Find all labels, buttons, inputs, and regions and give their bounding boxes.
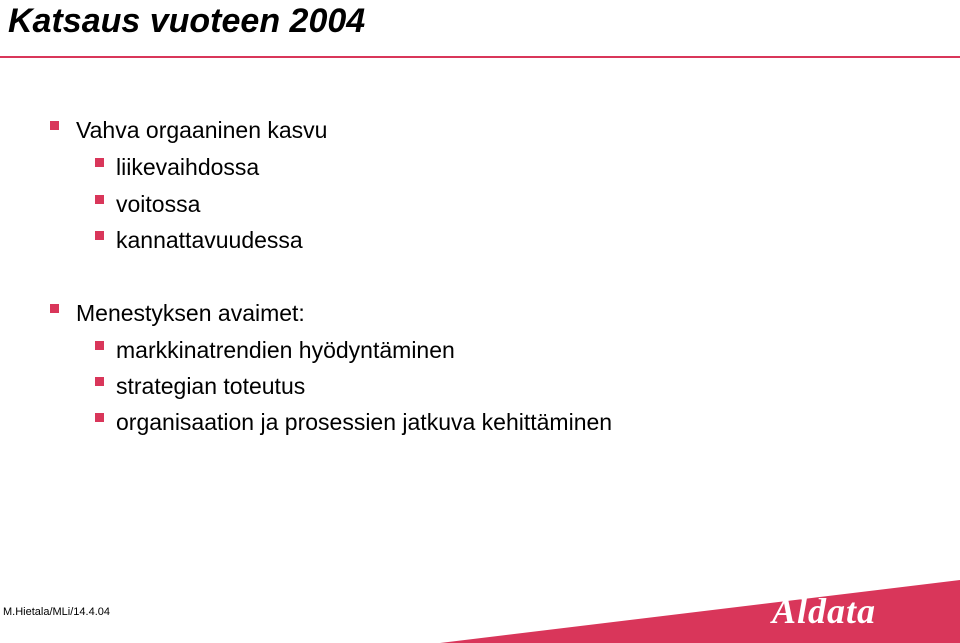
sub-bullet-item <box>116 336 455 364</box>
sub-bullet-item <box>116 408 612 436</box>
sub-bullet-item <box>116 153 259 181</box>
slide-title: Katsaus vuoteen 2004 <box>8 2 366 40</box>
sub-bullet-item <box>116 226 303 254</box>
bullet-text: Menestyksen avaimet: <box>76 300 305 326</box>
footer-author-date: M.Hietala/MLi/14.4.04 <box>3 606 110 618</box>
bullet-item <box>76 116 327 144</box>
aldata-logo: Aldata <box>772 591 877 631</box>
square-bullet-icon <box>95 158 104 167</box>
sub-bullet-text: liikevaihdossa <box>116 154 260 180</box>
square-bullet-icon <box>95 413 104 422</box>
sub-bullet-text: markkinatrendien hyödyntäminen <box>116 337 455 363</box>
footer-accent-shape <box>440 580 960 643</box>
square-bullet-icon <box>95 231 104 240</box>
sub-bullet-text: organisaation ja prosessien jatkuva kehittäminen <box>116 409 613 435</box>
sub-bullet-text: voitossa <box>116 191 201 217</box>
square-bullet-icon <box>95 195 104 204</box>
square-bullet-icon <box>95 377 104 386</box>
square-bullet-icon <box>50 121 59 130</box>
sub-bullet-item <box>116 190 200 218</box>
bullet-text: Vahva orgaaninen kasvu <box>76 117 328 143</box>
square-bullet-icon <box>50 304 59 313</box>
square-bullet-icon <box>95 341 104 350</box>
bullet-item <box>76 299 305 327</box>
sub-bullet-text: strategian toteutus <box>116 373 306 399</box>
sub-bullet-item <box>116 372 305 400</box>
sub-bullet-text: kannattavuudessa <box>116 227 303 253</box>
